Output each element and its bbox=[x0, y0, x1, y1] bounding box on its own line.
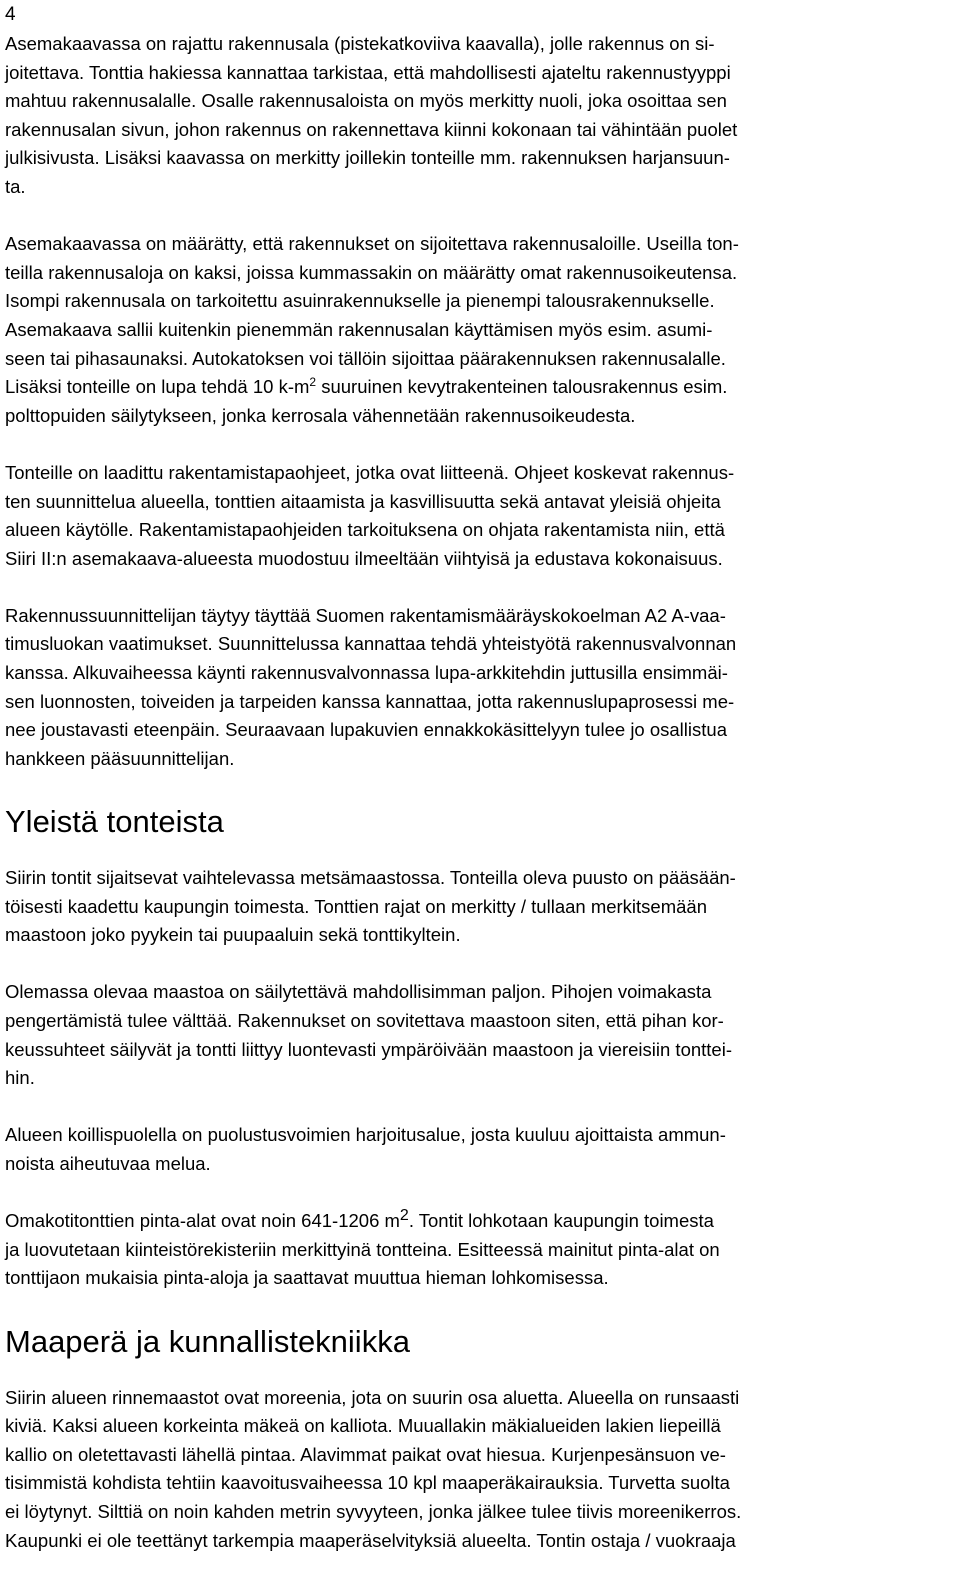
superscript: 2 bbox=[309, 374, 317, 389]
text-line: Rakennussuunnittelijan täytyy täyttää Suomen rakentamismääräyskokoelman A2 A-vaa- bbox=[5, 604, 726, 626]
text-line bbox=[5, 373, 950, 402]
text-line: seen tai pihasaunaksi. Autokatoksen voi tällöin sijoittaa päärakennuksen rakennusalalle. bbox=[5, 347, 726, 369]
text-line: joitettava. Tonttia hakiessa kannattaa tarkistaa, että mahdollisesti ajateltu rakennustyyppi bbox=[5, 61, 731, 83]
text-line: kallio on oletettavasti lähellä pintaa. Alavimmat paikat ovat hiesua. Kurjenpesänsuon ve- bbox=[5, 1443, 726, 1465]
text-line: maastoon joko pyykein tai puupaaluin sekä tonttikyltein. bbox=[5, 924, 461, 946]
paragraph-harjoitusalue bbox=[5, 1121, 950, 1178]
text-line: ten suunnittelua alueella, tonttien aitaamista ja kasvillisuutta sekä antavat yleisiä ohjeita bbox=[5, 490, 721, 512]
text-line: Siirin alueen rinnemaastot ovat moreenia, jota on suurin osa aluetta. Alueella on runsaasti bbox=[5, 1386, 740, 1408]
text-line: hin. bbox=[5, 1067, 35, 1089]
text-line: pengertämistä tulee välttää. Rakennukset on sovitettava maastoon siten, että pihan kor- bbox=[5, 1010, 724, 1031]
text-line: tisimmistä kohdista tehtiin kaavoitusvaiheessa 10 kpl maaperäkairauksia. Turvetta suolta bbox=[5, 1472, 730, 1494]
paragraph-rakennussuunnittelija bbox=[5, 602, 950, 774]
text-line: ja luovutetaan kiinteistörekisteriin merkittyinä tontteina. Esitteessä mainitut pinta-alat on bbox=[5, 1238, 720, 1260]
text-line: Tonteille on laadittu rakentamistapaohjeet, jotka ovat liitteenä. Ohjeet koskevat rakennus- bbox=[5, 461, 735, 483]
paragraph-rakentamistapaohjeet bbox=[5, 459, 950, 573]
text-line: Siiri II:n asemakaava-alueesta muodostuu ilmeeltään viihtyisä ja edustava kokonaisuus. bbox=[5, 547, 723, 569]
text-line: nee joustavasti eteenpäin. Seuraavaan lupakuvien ennakkokäsittelyyn tulee jo osallistua bbox=[5, 719, 727, 741]
paragraph-pinta-alat bbox=[5, 1207, 950, 1293]
text-line: töisesti kaadettu kaupungin toimesta. Tonttien rajat on merkitty / tullaan merkitsemään bbox=[5, 895, 707, 917]
document-page bbox=[5, 0, 950, 1584]
section-heading-yleista-tonteista: Yleistä tonteista bbox=[5, 804, 224, 840]
text-segment: suuruinen kevytrakenteinen talousrakennus esim. bbox=[316, 376, 728, 398]
text-line: Olemassa olevaa maastoa on säilytettävä mahdollisimman paljon. Pihojen voimakasta bbox=[5, 981, 712, 1003]
text-line: Isompi rakennusala on tarkoitettu asuinrakennukselle ja pienempi talousrakennukselle. bbox=[5, 290, 715, 312]
text-segment: Omakotitonttien pinta-alat ovat noin 641-1206 m bbox=[5, 1210, 400, 1232]
text-line: Asemakaavassa on määrätty, että rakennukset on sijoitettava rakennusaloille. Useilla ton- bbox=[5, 233, 739, 255]
paragraph-rakennusalat bbox=[5, 230, 950, 430]
paragraph-maapera bbox=[5, 1384, 950, 1556]
text-line: ta. bbox=[5, 175, 26, 197]
text-line: Kaupunki ei ole teettänyt tarkempia maaperäselvityksiä alueelta. Tontin ostaja / vuokraaja bbox=[5, 1529, 736, 1551]
text-line: Asemakaava sallii kuitenkin pienemmän rakennusalan käyttämisen myös esim. asumi- bbox=[5, 318, 713, 340]
text-line: teilla rakennusaloja on kaksi, joissa kummassakin on määrätty omat rakennusoikeutensa. bbox=[5, 261, 738, 283]
text-line bbox=[5, 1207, 950, 1236]
text-line: keussuhteet säilyvät ja tontti liittyy luontevasti ympäröivään maastoon ja viereisiin tonttei- bbox=[5, 1038, 732, 1060]
page-number: 4 bbox=[5, 4, 16, 25]
text-line: Siirin tontit sijaitsevat vaihtelevassa metsämaastossa. Tonteilla oleva puusto on pääsään- bbox=[5, 867, 736, 889]
paragraph-tontit-maasto bbox=[5, 864, 950, 950]
text-segment: . Tontit lohkotaan kaupungin toimesta bbox=[408, 1210, 714, 1232]
text-line: rakennusalan sivun, johon rakennus on rakennettava kiinni kokonaan tai vähintään puolet bbox=[5, 118, 738, 140]
text-line: tonttijaon mukaisia pinta-aloja ja saattavat muuttua hieman lohkomisessa. bbox=[5, 1267, 609, 1289]
text-line: kanssa. Alkuvaiheessa käynti rakennusvalvonnassa lupa-arkkitehdin juttusilla ensimmäi- bbox=[5, 662, 728, 684]
paragraph-maaston-sailyttaminen bbox=[5, 978, 950, 1092]
superscript: 2 bbox=[399, 1207, 409, 1224]
text-line: julkisivusta. Lisäksi kaavassa on merkitty joillekin tonteille mm. rakennuksen harjansuun- bbox=[5, 147, 730, 169]
text-line: Alueen koillispuolella on puolustusvoimien harjoitusalue, josta kuuluu ajoittaista ammun- bbox=[5, 1124, 726, 1146]
text-line: timusluokan vaatimukset. Suunnittelussa kannattaa tehdä yhteistyötä rakennusvalvonnan bbox=[5, 633, 737, 655]
text-segment: Lisäksi tonteille on lupa tehdä 10 k-m bbox=[5, 376, 310, 398]
text-line: noista aiheutuvaa melua. bbox=[5, 1152, 211, 1174]
text-line: hankkeen pääsuunnittelijan. bbox=[5, 747, 235, 769]
text-line: mahtuu rakennusalalle. Osalle rakennusaloista on myös merkitty nuoli, joka osoittaa sen bbox=[5, 90, 727, 112]
text-line: ei löytynyt. Silttiä on noin kahden metrin syvyyteen, jonka jälkee tulee tiivis moreenikerros. bbox=[5, 1500, 742, 1522]
section-heading-maapera: Maaperä ja kunnallistekniikka bbox=[5, 1323, 410, 1359]
paragraph-rakennusala bbox=[5, 30, 950, 202]
text-line: kiviä. Kaksi alueen korkeinta mäkeä on kalliota. Muuallakin mäkialueiden lakien liepeillä bbox=[5, 1415, 721, 1437]
text-line: alueen käytölle. Rakentamistapaohjeiden tarkoituksena on ohjata rakentamista niin, että bbox=[5, 519, 725, 541]
text-line: Asemakaavassa on rajattu rakennusala (pistekatkoviiva kaavalla), jolle rakennus on si- bbox=[5, 33, 715, 54]
text-line: sen luonnosten, toiveiden ja tarpeiden kanssa kannattaa, jotta rakennuslupaprosessi me- bbox=[5, 690, 735, 712]
text-line: polttopuiden säilytykseen, jonka kerrosala vähennetään rakennusoikeudesta. bbox=[5, 404, 636, 426]
